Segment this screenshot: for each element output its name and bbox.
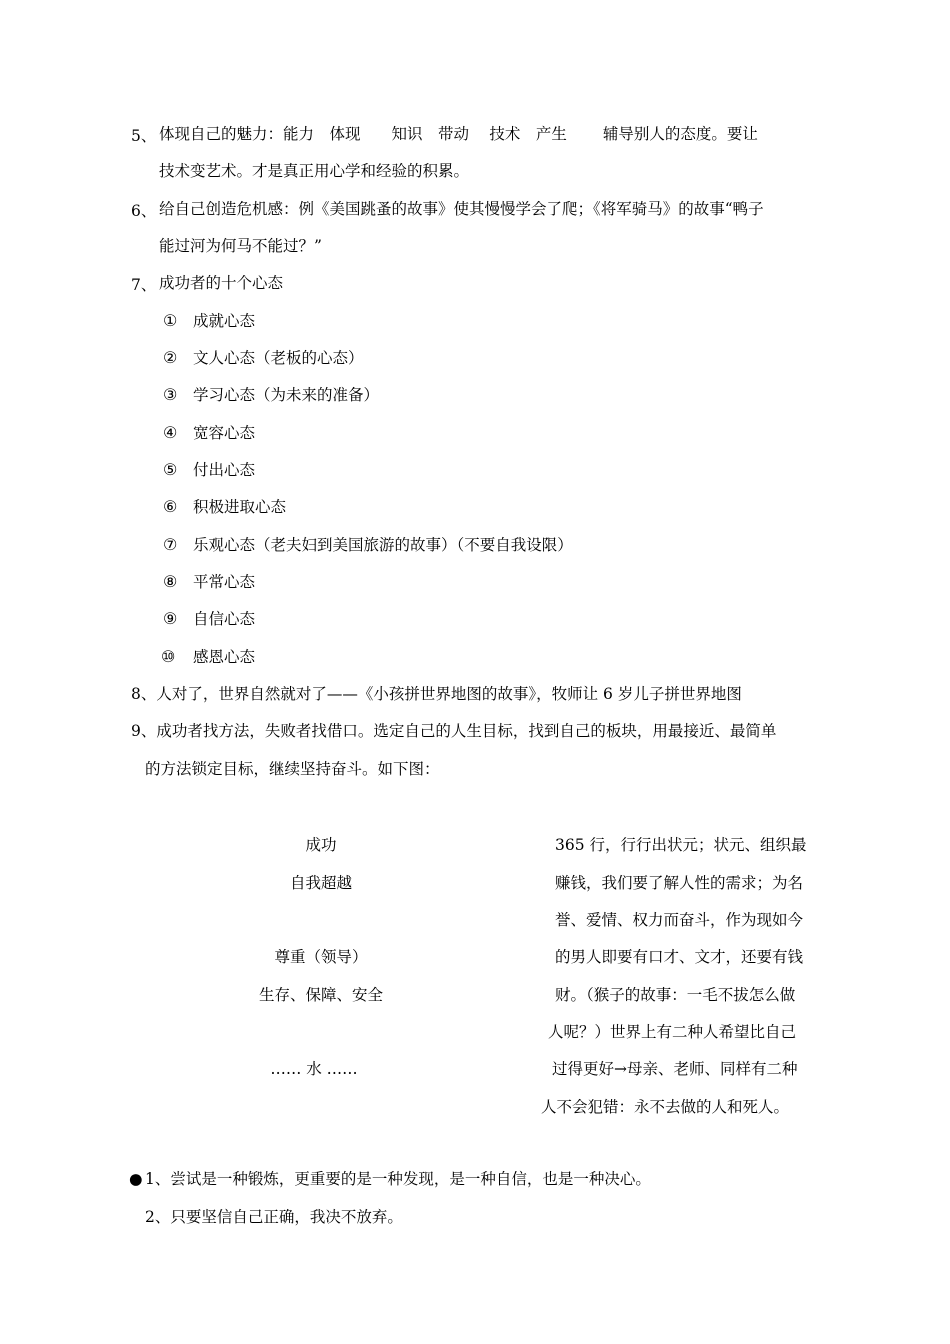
- diagram-note-line: 365 行，行行出状元；状元、组织最: [555, 836, 807, 854]
- list-item-marker: ⑧: [163, 572, 178, 591]
- item-8-line-1: 8、人对了，世界自然就对了——《小孩拼世界地图的故事》，牧师让 6 岁儿子拼世界地图: [131, 685, 742, 703]
- list-item-marker: ②: [163, 348, 178, 367]
- level-survival: 生存、保障、安全: [258, 986, 383, 1004]
- list-item: 感恩心态: [193, 648, 256, 666]
- level-success: 成功: [305, 836, 337, 854]
- list-item-marker: ③: [163, 385, 178, 404]
- item-7-number: 7、: [131, 276, 157, 294]
- diagram-note-line: 赚钱，我们要了解人性的需求；为名: [555, 874, 804, 892]
- bullet-icon: ●: [129, 1170, 143, 1188]
- item-6-line-2: 能过河为何马不能过？”: [159, 237, 322, 255]
- list-item-marker: ⑦: [163, 535, 178, 554]
- item-6-number: 6、: [131, 202, 157, 220]
- list-item-marker: ⑨: [163, 609, 178, 628]
- closing-line-1: 1、尝试是一种锻炼，更重要的是一种发现，是一种自信，也是一种决心。: [145, 1170, 651, 1188]
- level-respect: 尊重（领导）: [274, 948, 368, 966]
- list-item-marker: ④: [163, 423, 178, 442]
- diagram-note-line: 人不会犯错：永不去做的人和死人。: [541, 1098, 790, 1116]
- list-item: 乐观心态（老夫妇到美国旅游的故事）（不要自我设限）: [193, 536, 573, 554]
- list-item: 积极进取心态: [193, 498, 287, 516]
- list-item-marker: ⑩: [161, 647, 176, 666]
- list-item: 成就心态: [193, 312, 256, 330]
- item-9-line-2: 的方法锁定目标，继续坚持奋斗。如下图：: [145, 760, 440, 778]
- list-item: 自信心态: [193, 610, 256, 628]
- list-item-marker: ⑥: [163, 497, 178, 516]
- item-6-line-1: 给自己创造危机感：例《美国跳蚤的故事》使其慢慢学会了爬；《将军骑马》的故事“鸭子: [159, 200, 764, 218]
- item-7-line-1: 成功者的十个心态: [159, 274, 284, 292]
- diagram-note-line: 过得更好→母亲、老师、同样有二种: [552, 1060, 798, 1078]
- item-5-line-1: 体现自己的魅力：能力 体现 知识 带动 技术 产生 辅导别人的态度。要让: [159, 125, 758, 143]
- list-item-marker: ⑤: [163, 460, 178, 479]
- list-item: 学习心态（为未来的准备）: [193, 386, 380, 404]
- item-5-number: 5、: [131, 127, 157, 145]
- level-water: …… 水 ……: [270, 1060, 358, 1078]
- diagram-note-line: 人呢？）世界上有二种人希望比自己: [548, 1023, 797, 1041]
- diagram-note-line: 的男人即要有口才、文才，还要有钱: [555, 948, 804, 966]
- level-self-transcendence: 自我超越: [289, 874, 352, 892]
- diagram-note-line: 财。（猴子的故事：一毛不拔怎么做: [555, 986, 796, 1004]
- list-item-marker: ①: [163, 311, 178, 330]
- item-5-line-2: 技术变艺术。才是真正用心学和经验的积累。: [159, 162, 470, 180]
- list-item: 平常心态: [193, 573, 256, 591]
- list-item: 宽容心态: [193, 424, 256, 442]
- list-item: 文人心态（老板的心态）: [193, 349, 364, 367]
- diagram-note-line: 誉、爱情、权力而奋斗，作为现如今: [555, 911, 804, 929]
- list-item: 付出心态: [193, 461, 256, 479]
- closing-line-2: 2、只要坚信自己正确，我决不放弃。: [145, 1208, 403, 1226]
- item-9-line-1: 9、成功者找方法，失败者找借口。选定自己的人生目标，找到自己的板块，用最接近、最简单: [131, 722, 777, 740]
